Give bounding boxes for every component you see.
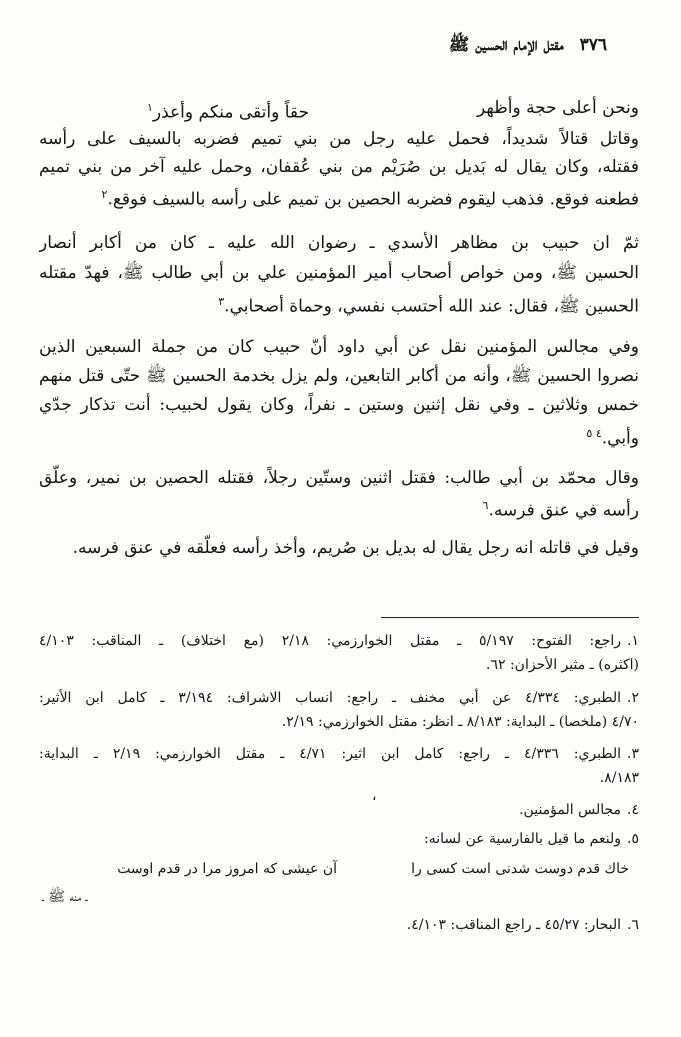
body-line: وقال محمّد بن أبي طالب: فقتل اثنين وستّين رجلاً، فقتله الحصين بن نمير، وعلّق [39,468,639,488]
footnote-5-verse [39,858,639,882]
poem-hemistich-left: حقاً وأتقى منكم وأعذر$^١$ [146,101,309,123]
footnote-5: ٥.ولنعم ما قيل بالفارسية عن لسانه: [424,831,639,847]
body-line: ثمّ ان حبيب بن مظاهر الأسدي ـ رضوان الله عليه ـ كان من أكابر أنصار [39,233,639,253]
footnote-mark: ٢ [101,188,108,201]
body-line: وفي مجالس المؤمنين نقل عن أبي داود أنّ حبيب كان من جملة السبعين الذين [39,337,639,357]
footnote-mark: ٣ [218,295,225,308]
page-number: ٣٧٦ [579,35,607,55]
footnote-3-cont: ٨/١٨٣. [599,770,639,786]
poem-verse [39,94,639,124]
body-line: الحسين ﷺ، ومن خواص أصحاب أمير المؤمنين علي بن أبي طالب ﷺ، فهدّ مقتله [39,263,639,283]
footnote-2: ٢.الطبري: ٤/٣٣٤ عن أبي مخنف ـ راجع: انساب الاشراف: ٣/١٩٤ ـ كامل ابن الأثير: [39,690,639,706]
footnote-1: ١.راجع: الفتوح: ٥/١٩٧ ـ مقتل الخوارزمي: ٢/١٨ (مع اختلاف) ـ المناقب: ٤/١٠٣ [39,633,639,649]
verse-hemistich-right: خاك قدم دوست شدنی است كسی را [411,861,629,877]
footnote-mark: ١ [146,101,153,114]
body-line: فطعنه فوقع. فذهب ليقوم فضربه الحصين بن تميم على رأسه بالسيف فوقع.$^٢$ [101,188,639,210]
body-line: وقاتل قتالاً شديداً، فحمل عليه رجل من بني تميم فضربه بالسيف على رأسه [39,129,639,149]
footnote-5-signature: ـ منه ﷺ ـ [42,889,88,905]
body-line: رأسه في عنق فرسه.$^٦$ [482,499,639,521]
footnote-divider [381,617,639,618]
footnote-1-cont: (اكثره) ـ مثير الأحزان: ٦٢. [486,657,639,673]
footnote-mark: ٤ ٥ [586,427,602,440]
body-line: نصروا الحسين ﷺ، وأنه من أكابر التابعين، ولم يزل بخدمة الحسين ﷺ حتّى قتل منهم [39,366,639,386]
body-line: الحسين ﷺ، فقال: عند الله أحتسب نفسي، وحماة أصحابي.$^٣$ [218,295,639,317]
verse-hemistich-left: آن عيشى كه امروز مرا در قدم اوست [117,861,337,877]
page-header [147,34,607,59]
poem-hemistich-right: ونحن أعلى حجة وأظهر [476,98,639,118]
footnote-3: ٣.الطبري: ٤/٣٣٦ ـ راجع: كامل ابن اثير: ٤/٧١ ـ مقتل الخوارزمي: ٢/١٩ ـ البداية: [39,746,639,762]
body-line: فقتله، وكان يقال له بَديل بن صُرَيْم من بني عُقفان، وحمل عليه آخر من بني تميم [39,157,639,177]
body-line: وقيل في قاتله انه رجل يقال له بديل بن صُريم، وأخذ رأسه فعلّقه في عنق فرسه. [72,538,639,558]
running-title: مقتل الإمام الحسين ﷺ [448,35,564,55]
footnote-2-cont: ٤/٧٠ (ملخصا) ـ البداية: ٨/١٨٣ ـ انظر: مقتل الخوارزمي: ٢/١٩. [281,714,639,730]
footnote-6: ٦.البحار: ٤٥/٢٧ ـ راجع المناقب: ٤/١٠٣. [406,917,639,933]
body-line: خمس وثلاثين ـ وفي نقل إثنين وستين ـ نفراً، وكان يقول لحبيب: أنت تذكار جدّي [39,395,639,415]
footnote-4: ٤.مجالس المؤمنين. [519,802,639,818]
body-line: وأبي.$^{٤ ٥}$ [586,427,639,449]
ink-mark: ، [372,788,377,804]
footnote-mark: ٦ [482,499,489,512]
